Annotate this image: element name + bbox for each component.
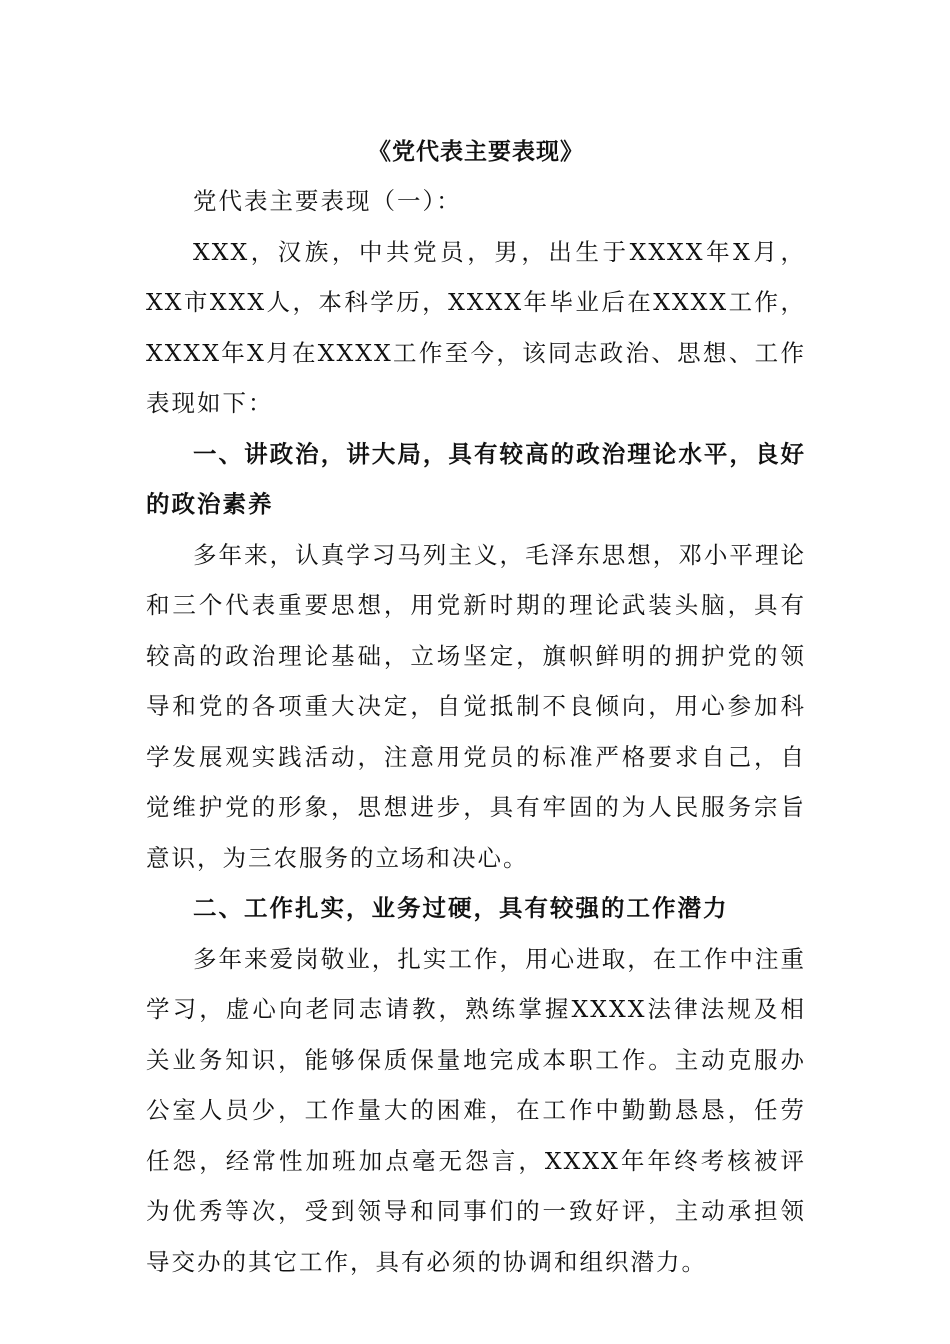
- section-2-heading: 二、工作扎实，业务过硬，具有较强的工作潜力: [193, 894, 729, 922]
- document-subtitle: 党代表主要表现（一）：: [193, 187, 462, 215]
- section-1-paragraph: 多年来，认真学习马列主义，毛泽东思想，邓小平理论和三个代表重要思想，用党新时期的理论武装头脑，具有较高的政治理论基础，立场坚定，旗帜鲜明的拥护党的领导和党的各项重大决定，自觉抵制不良倾向，用心参加科学发展观实践活动，注意用党员的标准严格要求自己，自觉维护党的形象，思想进步，具有牢固的为人民服务宗旨意识，为三农服务的立场和决心。: [146, 540, 806, 872]
- intro-paragraph: XXX，汉族，中共党员，男，出生于XXXX年X月，XX市XXX人，本科学历，XXXX年毕业后在XXXX工作，XXXX年X月在XXXX工作至今，该同志政治、思想、工作表现如下：: [146, 237, 806, 417]
- section-2-paragraph: 多年来爱岗敬业，扎实工作，用心进取，在工作中注重学习，虚心向老同志请教，熟练掌握XXXX法律法规及相关业务知识，能够保质保量地完成本职工作。主动克服办公室人员少，工作量大的困难，在工作中勤勤恳恳，任劳任怨，经常性加班加点毫无怨言，XXXX年年终考核被评为优秀等次，受到领导和同事们的一致好评，主动承担领导交办的其它工作，具有必须的协调和组织潜力。: [146, 944, 806, 1276]
- document-body: [146, 128, 806, 1287]
- document-title: 《党代表主要表现》: [368, 139, 584, 165]
- section-1-heading: 一、讲政治，讲大局，具有较高的政治理论水平，良好的政治素养: [146, 439, 806, 518]
